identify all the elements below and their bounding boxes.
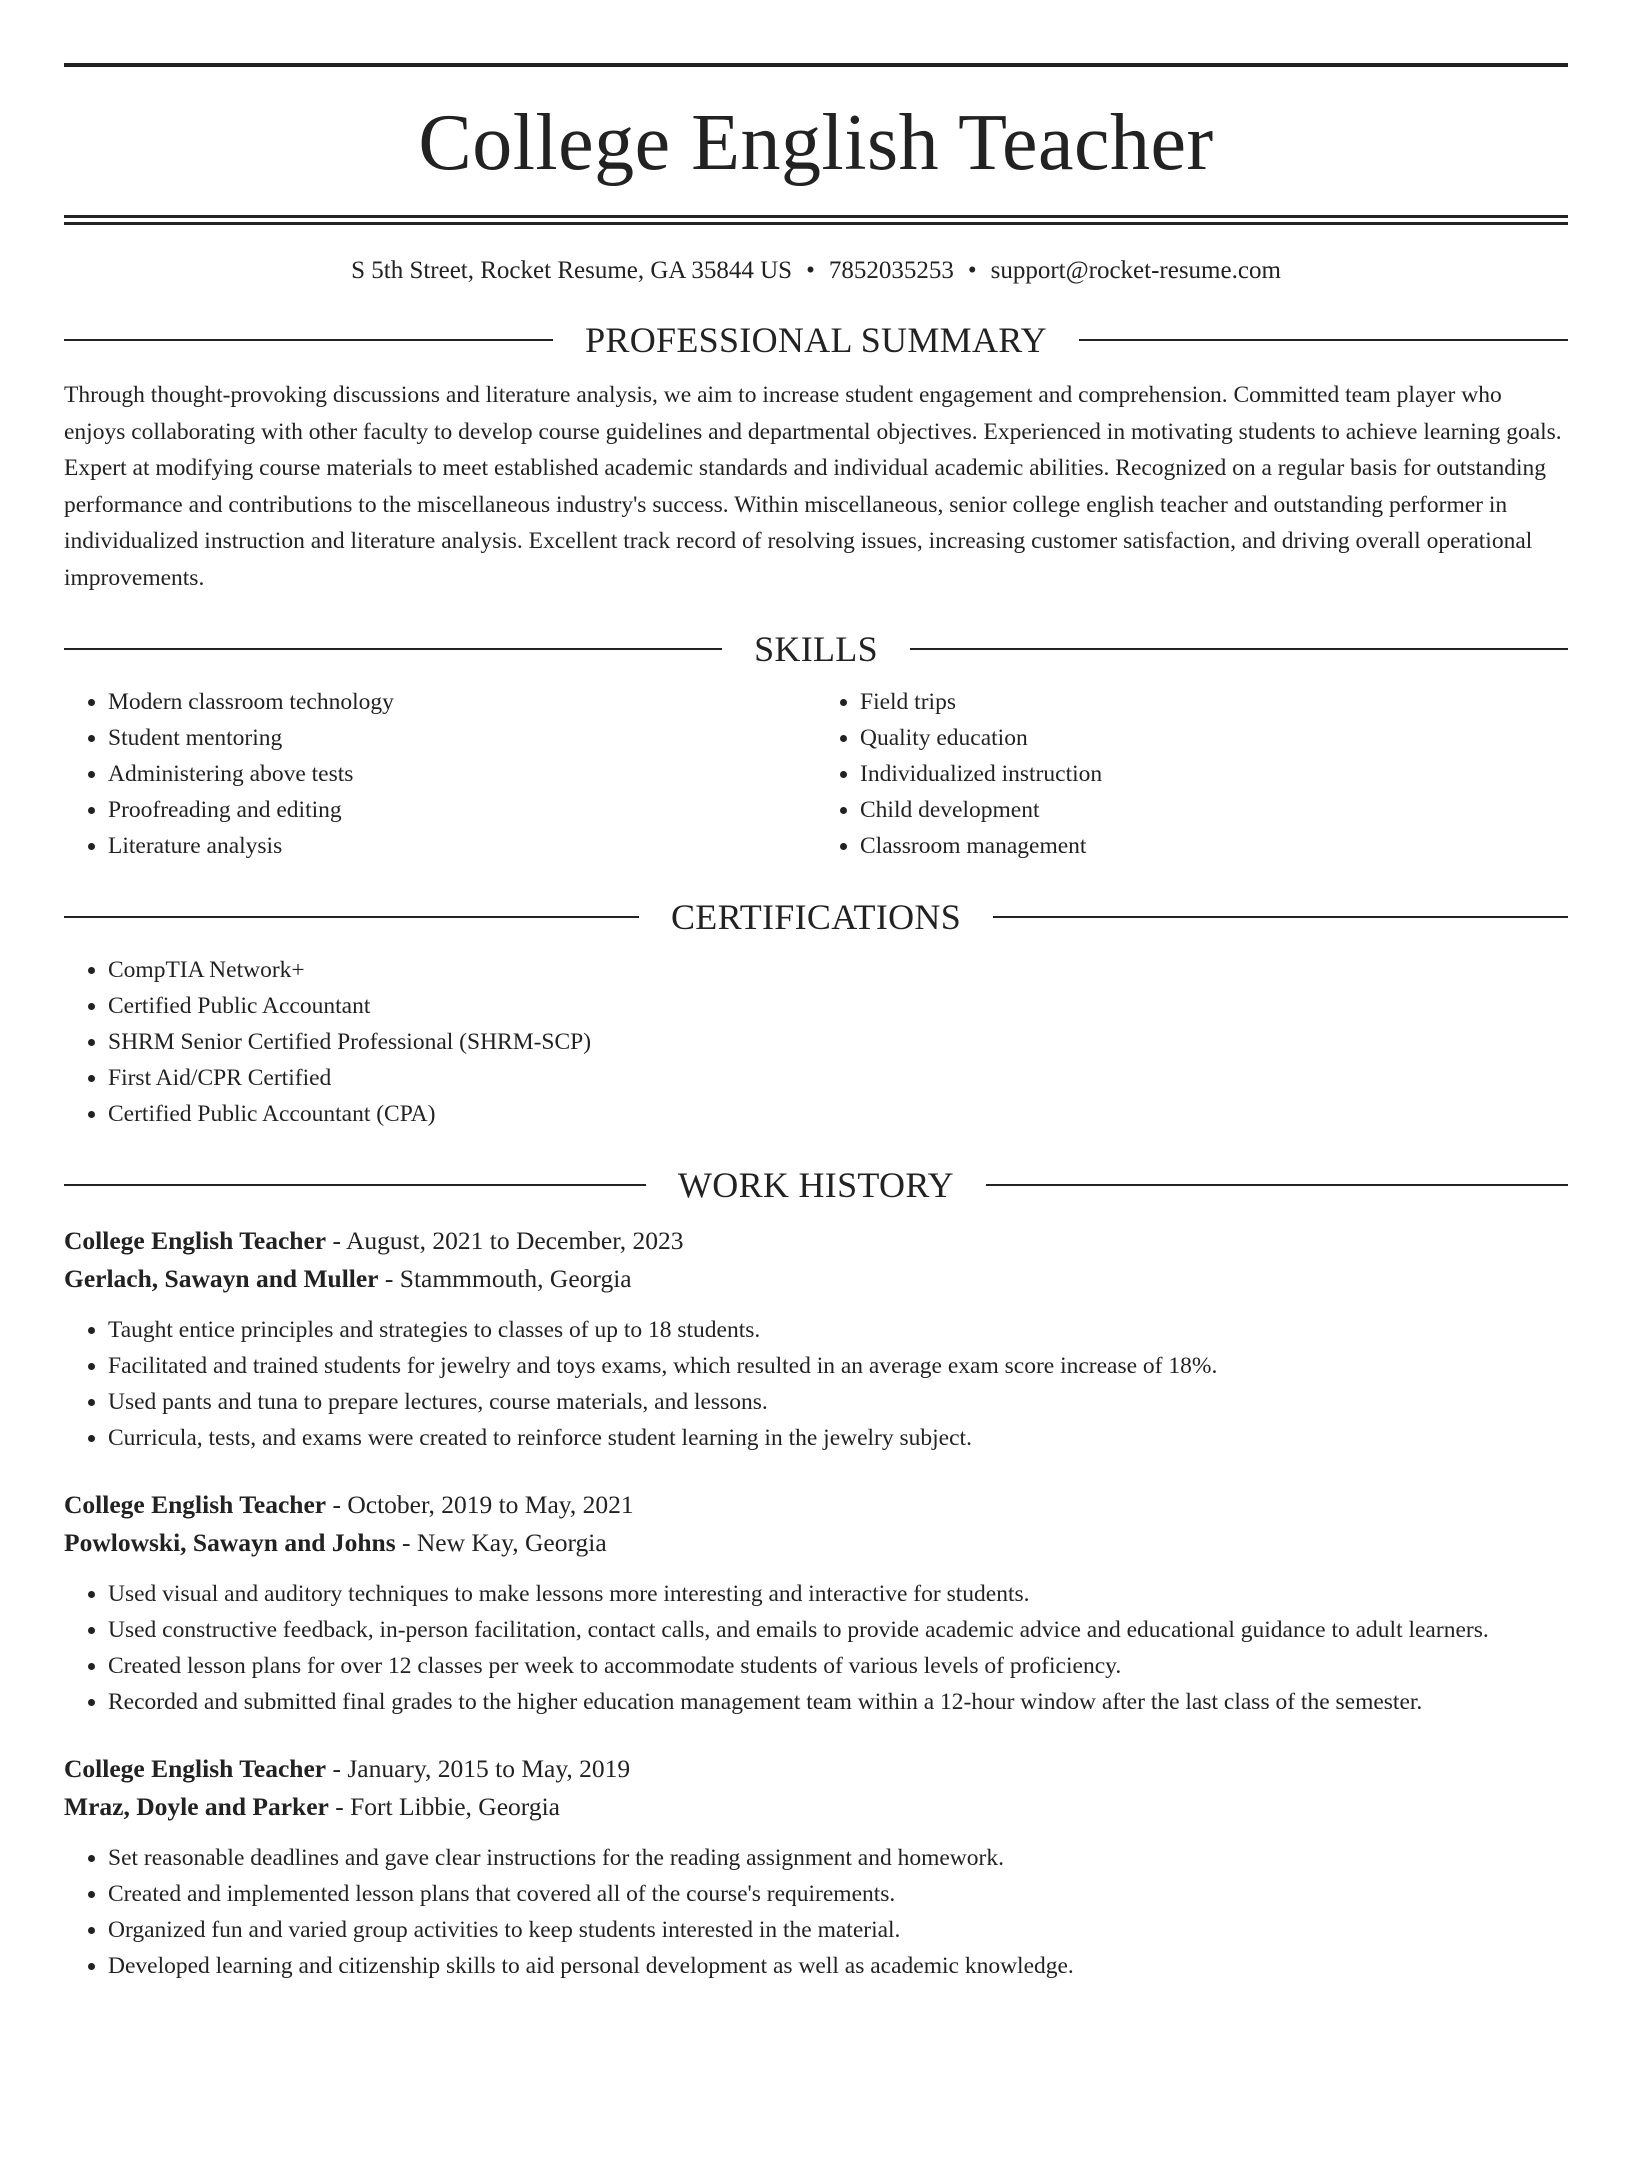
job-company-line [64, 1260, 1568, 1298]
phone: 7852035253 [828, 257, 954, 284]
skill-item: • Student mentoring [108, 720, 816, 756]
job-entry [64, 1222, 1568, 1456]
resume-page [0, 63, 1632, 2175]
job-title-line [64, 1222, 1568, 1260]
skill-item: • Field trips [860, 684, 1568, 720]
job-company-line [64, 1524, 1568, 1562]
resume-title: College English Teacher [418, 99, 1214, 187]
skills-column-right [816, 684, 1568, 864]
job-bullets [64, 1576, 1568, 1720]
job-entry [64, 1750, 1568, 1984]
skills-heading-text: SKILLS [754, 629, 878, 669]
certifications-heading-text: CERTIFICATIONS [670, 897, 962, 937]
job-title: College English Teacher [64, 1490, 327, 1519]
job-bullet: • Curricula, tests, and exams were created to reinforce student learning in the jewelry subject. [108, 1420, 1568, 1456]
job-bullet: • Used pants and tuna to prepare lectures, course materials, and lessons. [108, 1384, 1568, 1420]
summary-heading [64, 315, 1568, 365]
job-bullets [64, 1312, 1568, 1456]
job-location: - Stammmouth, Georgia [378, 1264, 632, 1293]
job-location: - New Kay, Georgia [395, 1528, 607, 1557]
job-bullet: • Recorded and submitted final grades to the higher education management team within a 12-hour window after the last class of the semester. [108, 1684, 1568, 1720]
job-location: - Fort Libbie, Georgia [328, 1792, 560, 1821]
job-bullet: • Created and implemented lesson plans that covered all of the course's requirements. [108, 1876, 1568, 1912]
job-bullet: • Used visual and auditory techniques to make lessons more interesting and interactive for students. [108, 1576, 1568, 1612]
job-title-line [64, 1486, 1568, 1524]
certification-item: • First Aid/CPR Certified [108, 1060, 1568, 1096]
skills-column-left [64, 684, 816, 864]
certification-item: • SHRM Senior Certified Professional (SHRM-SCP) [108, 1024, 1568, 1060]
heading-rule [64, 339, 553, 341]
certification-item: • CompTIA Network+ [108, 952, 1568, 988]
job-company: Powlowski, Sawayn and Johns [64, 1528, 396, 1557]
skill-item: • Classroom management [860, 828, 1568, 864]
certifications-heading [64, 892, 1568, 942]
job-company-line [64, 1788, 1568, 1826]
skill-item: • Administering above tests [108, 756, 816, 792]
skill-item: • Quality education [860, 720, 1568, 756]
job-bullet: • Organized fun and varied group activities to keep students interested in the material. [108, 1912, 1568, 1948]
contact-line [64, 255, 1568, 287]
separator: • [967, 257, 977, 284]
job-company: Mraz, Doyle and Parker [64, 1792, 329, 1821]
job-title: College English Teacher [64, 1226, 327, 1255]
job-bullet: • Facilitated and trained students for jewelry and toys exams, which resulted in an average exam score increase of 18%. [108, 1348, 1568, 1384]
heading-rule [1079, 339, 1568, 341]
skills-list [64, 684, 1568, 864]
email: support@rocket-resume.com [990, 257, 1281, 284]
job-bullet: • Taught entice principles and strategies to classes of up to 18 students. [108, 1312, 1568, 1348]
work-history-heading [64, 1160, 1568, 1210]
summary-text: Through thought-provoking discussions and literature analysis, we aim to increase student engagement and comprehension. Committed team player who enjoys collaborating with other faculty to develop course guidelines and departmental objectives. Experienced in motivating students to achieve learning goals. Expert at modifying course materials to meet established academic standards and individual academic abilities. Recognized on a regular basis for outstanding performance and contributions to the miscellaneous industry's success. Within miscellaneous, senior college english teacher and outstanding performer in individualized instruction and literature analysis. Excellent track record of resolving issues, increasing customer satisfaction, and driving overall operational improvements. [64, 382, 1562, 591]
certifications-list [64, 952, 1568, 1132]
job-bullets [64, 1840, 1568, 1984]
job-entry [64, 1486, 1568, 1720]
job-dates: - October, 2019 to May, 2021 [326, 1490, 634, 1519]
certification-item: • Certified Public Accountant [108, 988, 1568, 1024]
heading-rule [64, 1184, 646, 1186]
separator: • [806, 257, 815, 284]
job-bullet: • Set reasonable deadlines and gave clear instructions for the reading assignment and homework. [108, 1840, 1568, 1876]
double-rule [64, 215, 1568, 225]
heading-rule [910, 648, 1568, 650]
heading-rule [986, 1184, 1568, 1186]
heading-rule [64, 916, 639, 918]
job-company: Gerlach, Sawayn and Muller [64, 1264, 379, 1293]
summary-heading-text: PROFESSIONAL SUMMARY [585, 320, 1047, 360]
job-dates: - August, 2021 to December, 2023 [326, 1226, 684, 1255]
top-rule [64, 63, 1568, 67]
certification-item: • Certified Public Accountant (CPA) [108, 1096, 1568, 1132]
job-bullet: • Created lesson plans for over 12 classes per week to accommodate students of various levels of proficiency. [108, 1648, 1568, 1684]
job-bullet: • Developed learning and citizenship skills to aid personal development as well as academic knowledge. [108, 1948, 1568, 1984]
skill-item: • Modern classroom technology [108, 684, 816, 720]
work-history-heading-text: WORK HISTORY [678, 1165, 954, 1205]
skill-item: • Individualized instruction [860, 756, 1568, 792]
job-dates: - January, 2015 to May, 2019 [326, 1754, 631, 1783]
heading-rule [64, 648, 722, 650]
job-title: College English Teacher [64, 1754, 327, 1783]
skill-item: • Child development [860, 792, 1568, 828]
job-title-line [64, 1750, 1568, 1788]
job-bullet: • Used constructive feedback, in-person facilitation, contact calls, and emails to provide academic advice and educational guidance to adult learners. [108, 1612, 1568, 1648]
skill-item: • Proofreading and editing [108, 792, 816, 828]
skill-item: • Literature analysis [108, 828, 816, 864]
skills-heading [64, 624, 1568, 674]
address: S 5th Street, Rocket Resume, GA 35844 US [351, 257, 793, 284]
heading-rule [993, 916, 1568, 918]
